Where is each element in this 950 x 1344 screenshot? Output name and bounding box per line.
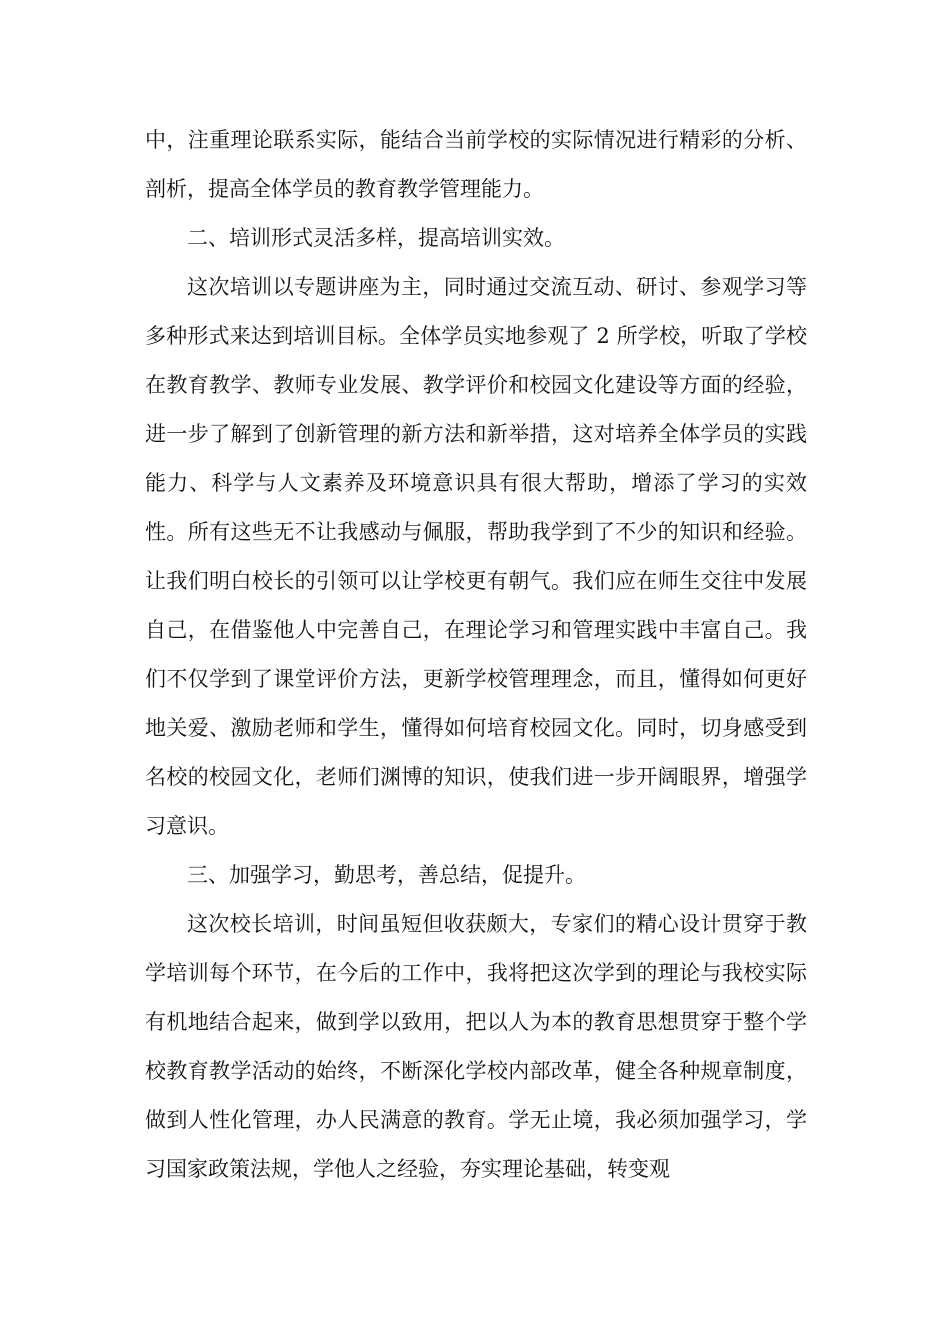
paragraph-continued: 中，注重理论联系实际，能结合当前学校的实际情况进行精彩的分析、剖析，提高全体学员的教育教学管理能力。 xyxy=(145,128,807,201)
document-body xyxy=(145,116,807,1194)
section-heading-3: 三、加强学习，勤思考，善总结，促提升。 xyxy=(187,863,586,887)
paragraph-training-forms: 这次培训以专题讲座为主，同时通过交流互动、研讨、参观学习等多种形式来达到培训目标。全体学员实地参观了 2 所学校，听取了学校在教育教学、教师专业发展、教学评价和校园文化建设等方面的经验，进一步了解到了创新管理的新方法和新举措，这对培养全体学员的实践能力、科学与人文素养及环境意识具有很大帮助，增添了学习的实效性。所有这些无不让我感动与佩服，帮助我学到了不少的知识和经验。让我们明白校长的引领可以让学校更有朝气。我们应在师生交往中发展自己，在借鉴他人中完善自己，在理论学习和管理实践中丰富自己。我们不仅学到了课堂评价方法，更新学校管理理念，而且，懂得如何更好地关爱、激励老师和学生，懂得如何培育校园文化。同时，切身感受到名校的校园文化，老师们渊博的知识，使我们进一步开阔眼界，增强学习意识。 xyxy=(145,275,807,838)
paragraph-reflection: 这次校长培训，时间虽短但收获颇大，专家们的精心设计贯穿于教学培训每个环节，在今后的工作中，我将把这次学到的理论与我校实际有机地结合起来，做到学以致用，把以人为本的教育思想贯穿于整个学校教育教学活动的始终，不断深化学校内部改革，健全各种规章制度，做到人性化管理，办人民满意的教育。学无止境，我必须加强学习，学习国家政策法规，学他人之经验，夯实理论基础，转变观 xyxy=(145,912,807,1181)
section-heading-2: 二、培训形式灵活多样，提高培训实效。 xyxy=(187,226,565,250)
